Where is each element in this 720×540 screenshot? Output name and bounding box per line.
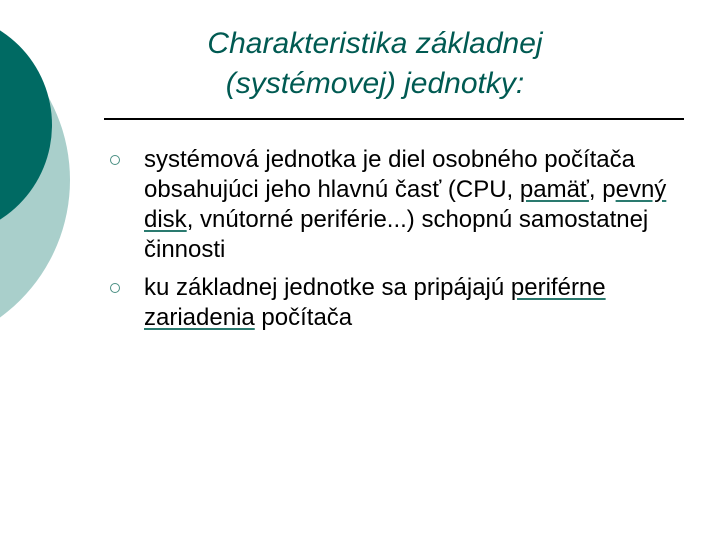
- bullet-text: , vnútorné periférie...) schopnú samostatnej činnosti: [144, 206, 649, 263]
- bullet-circle-icon: [110, 155, 120, 165]
- title-line-1: Charakteristika základnej: [207, 27, 543, 60]
- slide-title: [150, 24, 600, 104]
- bullet-item-peripherals: [110, 273, 710, 333]
- link-pevny-disk[interactable]: evný disk: [144, 176, 667, 233]
- bullet-text: , p: [588, 176, 616, 203]
- bullet-text: počítača: [254, 304, 353, 331]
- title-line-2: (systémovej) jednotky:: [225, 67, 525, 100]
- bullet-list: [110, 145, 710, 341]
- title-divider: [104, 118, 684, 120]
- link-pamat[interactable]: pamäť: [519, 176, 589, 203]
- bullet-text: ku základnej jednotke sa pripájajú: [144, 274, 511, 301]
- bullet-item-system-unit: [110, 145, 710, 265]
- bullet-text: systémová jednotka je diel osobného počítača obsahujúci jeho hlavnú časť (CPU,: [144, 146, 635, 203]
- link-periferne-zariadenia[interactable]: periférne zariadenia: [144, 274, 606, 331]
- bullet-circle-icon: [110, 283, 120, 293]
